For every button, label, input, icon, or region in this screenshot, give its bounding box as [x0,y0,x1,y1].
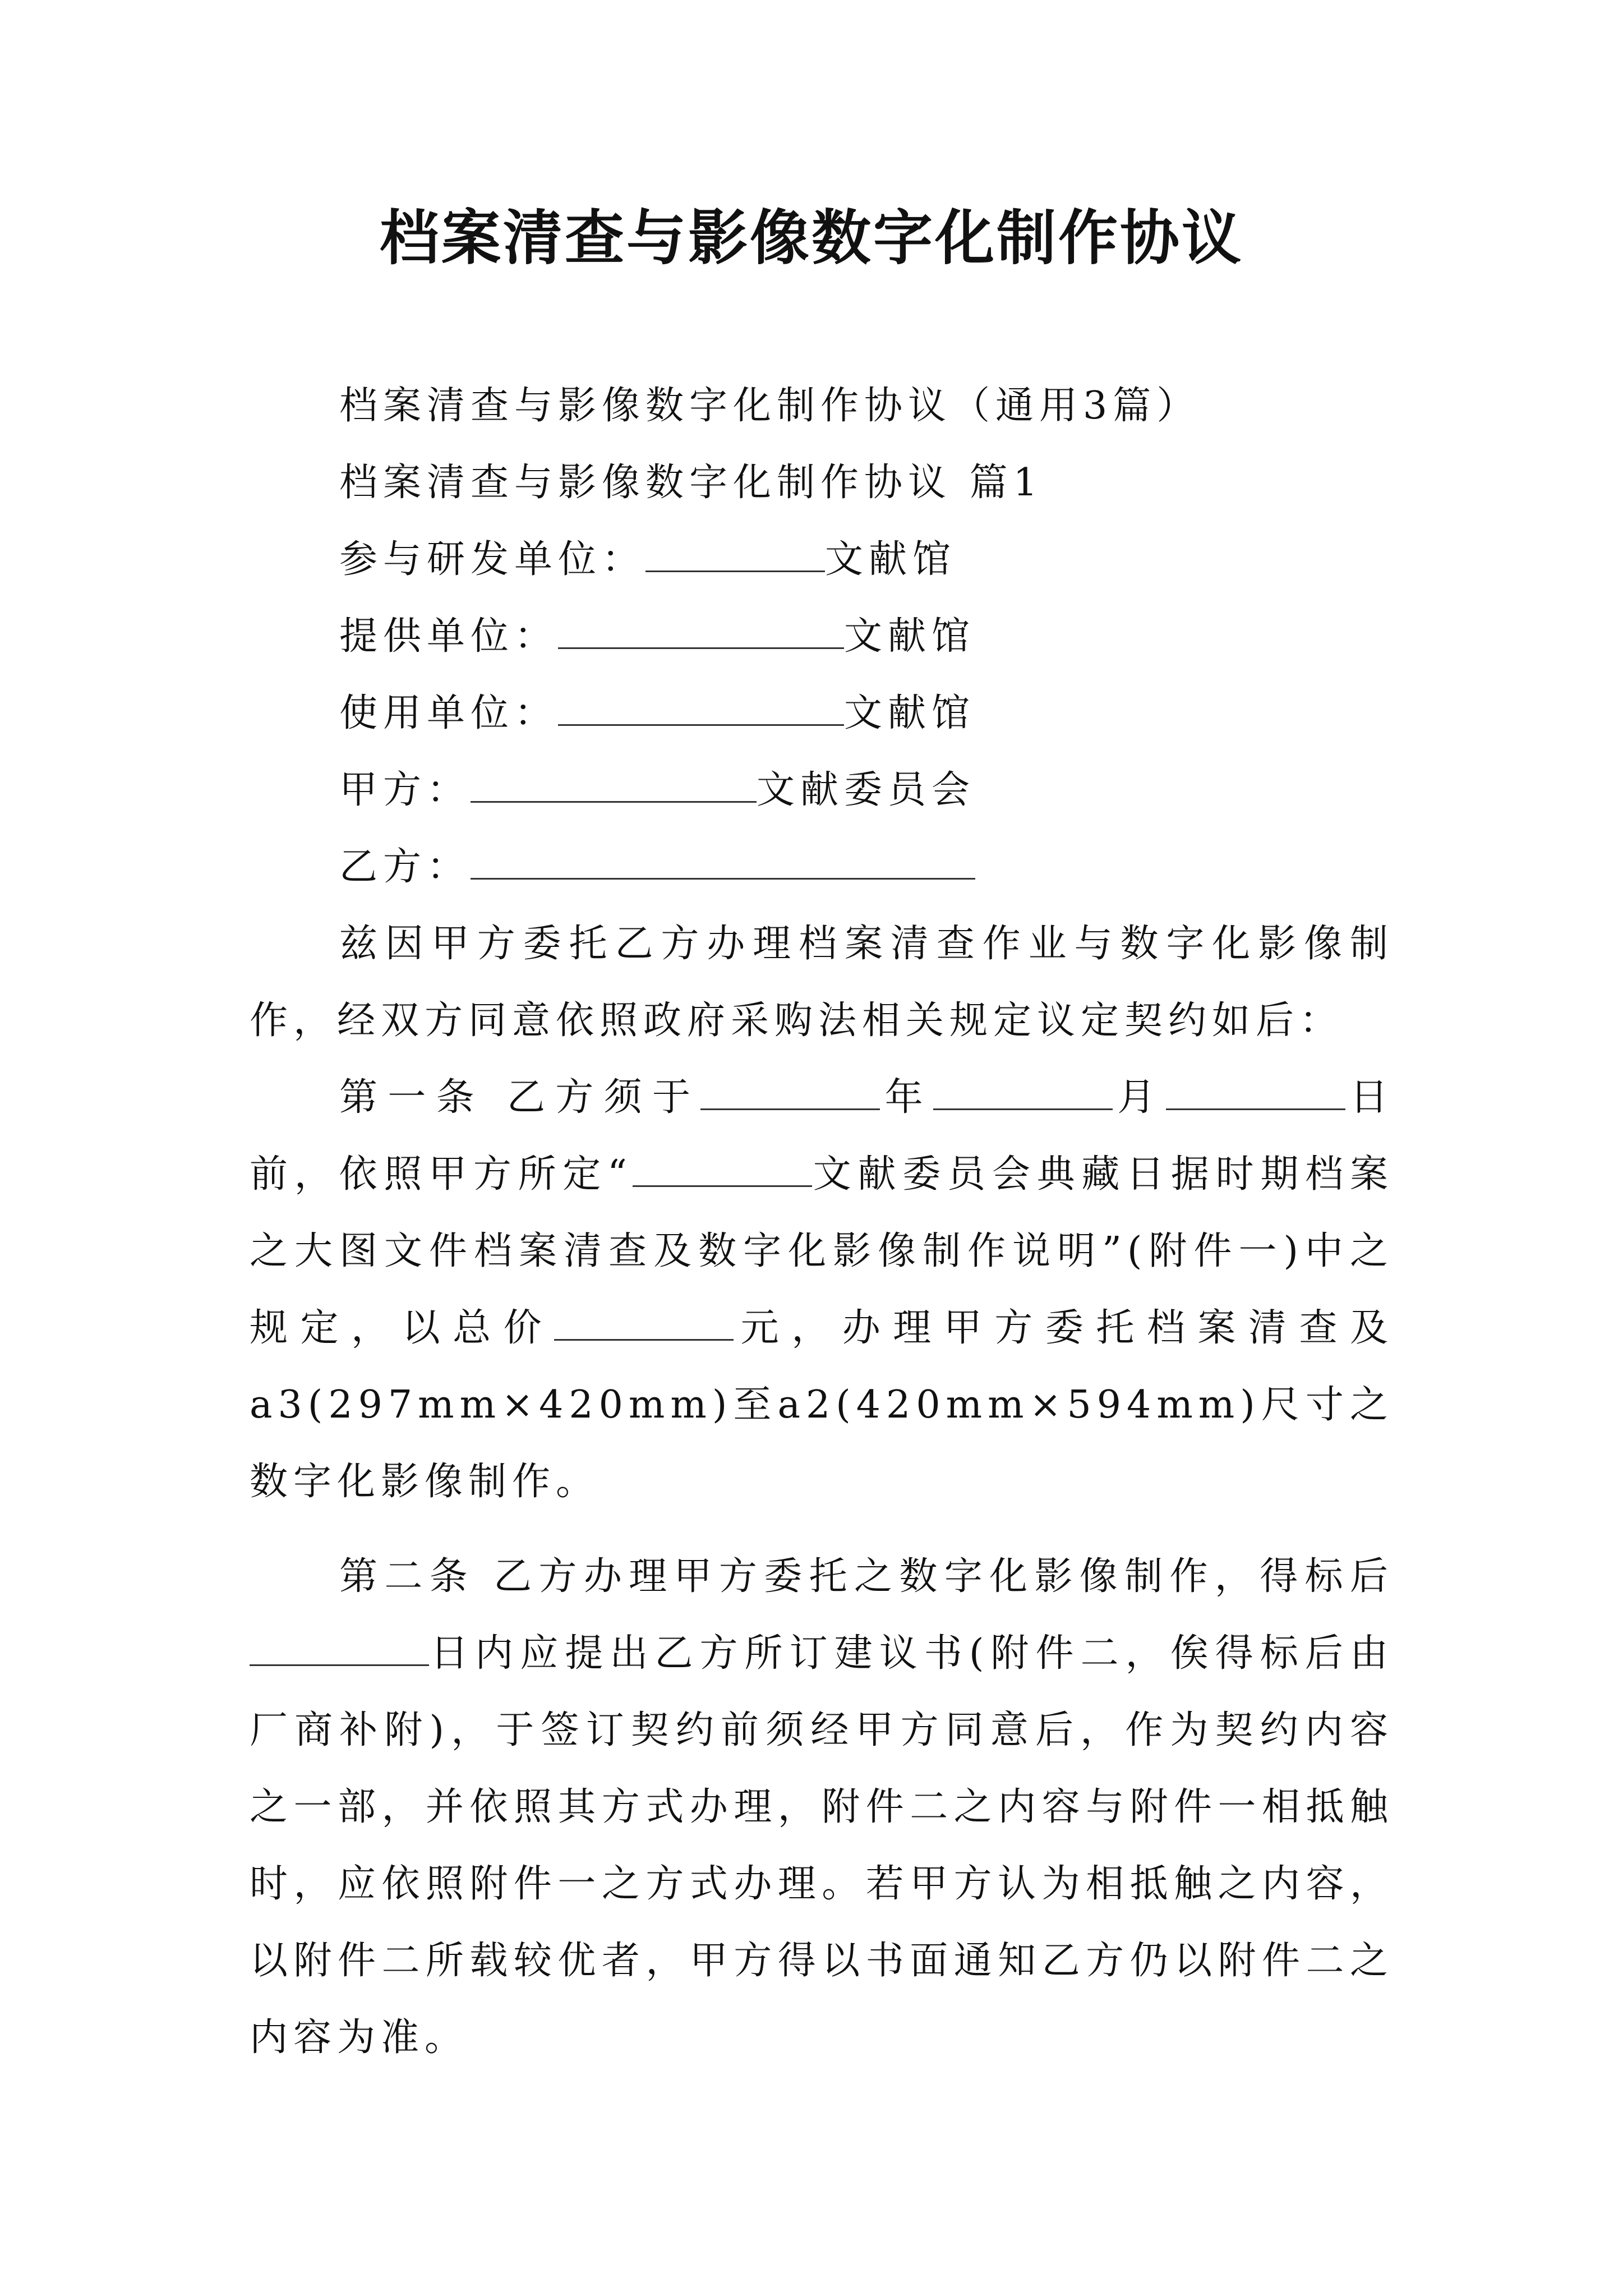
research-unit-row [250,521,1394,598]
article-2-opening: 第二条 乙方办理甲方委托之数字化影像制作，得标后 [339,1554,1394,1599]
paragraph-article-2 [250,1538,1394,2076]
document-title: 档案清查与影像数字化制作协议 [380,204,1243,273]
provider-suffix: 文献馆 [844,614,976,659]
article-1-org-blank[interactable] [633,1152,812,1187]
provider-label: 提供单位： [339,614,559,659]
user-blank[interactable] [558,691,844,726]
party-a-suffix: 文献委员会 [757,768,976,812]
article-2-body: 日内应提出乙方所订建议书(附件二，俟得标后由厂商补附)，于签订契约前须经甲方同意后，作为契约内容之一部，并依照其方式办理，附件二之内容与附件一相抵触时，应依照附件一之方式办理。若甲方认为相抵触之内容，以附件二所载较优者，甲方得以书面通知乙方仍以附件二之内容为准。 [250,1631,1394,2060]
article-1-year-label: 年 [880,1075,933,1120]
article-1-day-blank[interactable] [1166,1075,1345,1110]
provider-blank[interactable] [558,614,844,649]
party-b-row [250,829,1394,905]
user-label: 使用单位： [339,691,559,735]
article-1-month-label: 月 [1112,1075,1166,1120]
article-2-days-blank[interactable] [250,1631,429,1666]
party-a-blank[interactable] [471,767,757,803]
intro-line-1: 档案清查与影像数字化制作协议（通用3篇） [339,384,1201,428]
party-b-label: 乙方： [339,845,471,889]
document-body [250,367,1394,2076]
user-row [250,675,1394,752]
intro-line-2: 档案清查与影像数字化制作协议 篇1 [339,461,1043,505]
article-1-price-blank[interactable] [554,1305,734,1341]
article-1-body: 文献委员会典藏日据时期档案之大图文件档案清查及数字化影像制作说明”(附件一)中之规定，以总价 [250,1152,1394,1350]
article-1-day-label: 日前，依照甲方所定“ [250,1075,1394,1197]
article-1-month-blank[interactable] [933,1075,1113,1110]
party-b-blank[interactable] [471,844,975,880]
provider-row [250,598,1394,675]
party-a-label: 甲方： [339,768,471,812]
paragraph-article-1 [250,1059,1394,1520]
party-a-row [250,752,1394,829]
user-suffix: 文献馆 [844,691,976,735]
paragraph-preamble: 兹因甲方委托乙方办理档案清查作业与数字化影像制作，经双方同意依照政府采购法相关规定议定契约如后： [250,922,1394,1043]
article-1-year-blank[interactable] [700,1075,880,1110]
research-unit-blank[interactable] [645,537,825,572]
research-unit-suffix: 文献馆 [825,537,957,582]
article-1-closing: 元，办理甲方委托档案清查及a3(297mm×420mm)至a2(420mm×594mm)尺寸之数字化影像制作。 [250,1306,1394,1504]
article-1-opening: 第一条 乙方须于 [339,1075,701,1120]
research-unit-label: 参与研发单位： [339,537,646,582]
